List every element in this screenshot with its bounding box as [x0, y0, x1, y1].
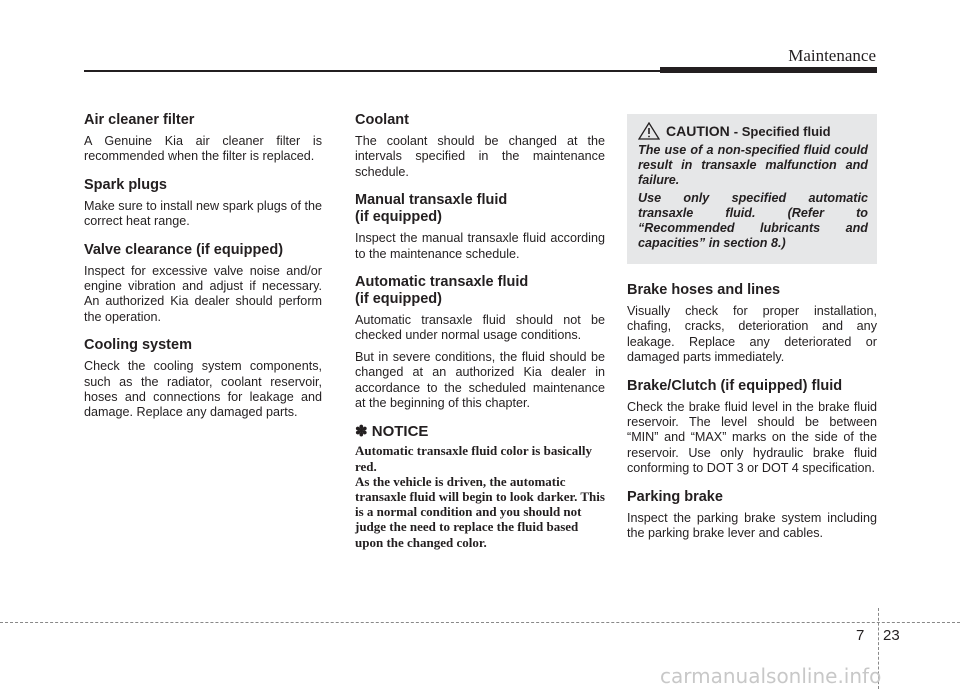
caution-box	[627, 114, 877, 264]
section-body: Check the cooling system components, such as the radiator, coolant reservoir, hoses and connections for leakage and damage. Replace any damaged parts.	[84, 359, 322, 420]
column-right	[627, 112, 877, 553]
section-body: Visually check for proper installation, chafing, cracks, deterioration and any leakage. Replace any deteriorated or damaged parts immediately.	[627, 304, 877, 365]
section-heading-line: Automatic transaxle fluid	[355, 274, 529, 291]
caution-title: CAUTION	[666, 123, 730, 139]
section-air-cleaner-filter	[84, 112, 322, 165]
section-brake-hoses-and-lines	[627, 282, 877, 366]
section-body: Make sure to install new spark plugs of the correct heat range.	[84, 198, 323, 229]
section-body: Inspect for excessive valve noise and/or engine vibration and adjust if necessary. An authorized Kia dealer should perform the operation.	[84, 263, 322, 324]
notice-title	[355, 423, 605, 441]
notice-text: As the vehicle is driven, the automatic transaxle fluid will begin to look darker. This is a normal condition and you should not judge the need to replace the fluid based upon the changed color.	[355, 473, 605, 550]
section-heading: Spark plugs	[84, 176, 167, 193]
section-heading-line: Manual transaxle fluid	[355, 192, 508, 209]
caution-text: Use only specified automatic transaxle fluid. (Refer to “Recommended lubricants and capacities” in section 8.)	[638, 191, 868, 250]
section-cooling-system	[84, 337, 322, 421]
section-manual-transaxle-fluid	[355, 192, 605, 262]
section-body: Automatic transaxle fluid should not be checked under normal usage conditions.	[355, 313, 605, 343]
section-body: But in severe conditions, the fluid should be changed at an authorized Kia dealer in accordance to the scheduled maintenance at the beginning of this chapter.	[355, 349, 605, 411]
caution-subtitle: - Specified fluid	[733, 123, 831, 139]
section-heading-line: (if equipped)	[355, 209, 442, 226]
section-parking-brake	[627, 489, 877, 542]
section-spark-plugs	[84, 177, 322, 230]
caution-text: The use of a non-specified fluid could result in transaxle malfunction and failure.	[638, 143, 868, 187]
section-heading: Parking brake	[627, 488, 723, 505]
section-body: Check the brake fluid level in the brake fluid reservoir. The level should be between “MIN” and “MAX” marks on the side of the reservoir. Use only hydraulic brake fluid conforming to DOT 3 or DOT 4 specification.	[627, 399, 877, 476]
section-heading: Brake/Clutch (if equipped) fluid	[627, 377, 843, 394]
page-header-title: Maintenance	[788, 46, 876, 65]
header-rule	[84, 70, 684, 72]
page-number: 23	[883, 627, 900, 644]
section-heading: Valve clearance (if equipped)	[84, 241, 284, 258]
header-rule-accent	[660, 67, 877, 73]
section-heading	[355, 274, 605, 308]
section-valve-clearance	[84, 242, 322, 326]
column-middle	[355, 112, 605, 550]
section-heading	[355, 192, 605, 226]
section-heading: Coolant	[355, 112, 409, 128]
section-automatic-transaxle-fluid	[355, 274, 605, 411]
section-heading: Air cleaner filter	[84, 112, 195, 128]
warning-triangle-icon	[638, 122, 660, 140]
section-body: The coolant should be changed at the intervals specified in the maintenance schedule.	[355, 134, 605, 179]
footer-rule	[0, 622, 960, 623]
section-body: A Genuine Kia air cleaner filter is recommended when the filter is replaced.	[84, 134, 322, 164]
column-left	[84, 112, 322, 433]
section-body: Inspect the manual transaxle fluid according to the maintenance schedule.	[355, 231, 605, 261]
caution-header	[638, 122, 868, 140]
section-heading: Cooling system	[84, 337, 192, 354]
notice-box	[355, 423, 605, 549]
section-heading: Brake hoses and lines	[627, 282, 781, 298]
section-brake-clutch-fluid	[627, 378, 877, 477]
notice-text: Automatic transaxle fluid color is basically red.	[355, 443, 593, 474]
watermark: carmanualsonline.info	[660, 664, 882, 688]
section-body: Inspect the parking brake system including the parking brake lever and cables.	[627, 510, 877, 541]
notice-icon: ✽	[355, 423, 368, 441]
section-heading-line: (if equipped)	[355, 291, 442, 308]
section-coolant	[355, 112, 605, 180]
notice-label: NOTICE	[371, 423, 429, 441]
page-chapter-number: 7	[856, 627, 865, 644]
